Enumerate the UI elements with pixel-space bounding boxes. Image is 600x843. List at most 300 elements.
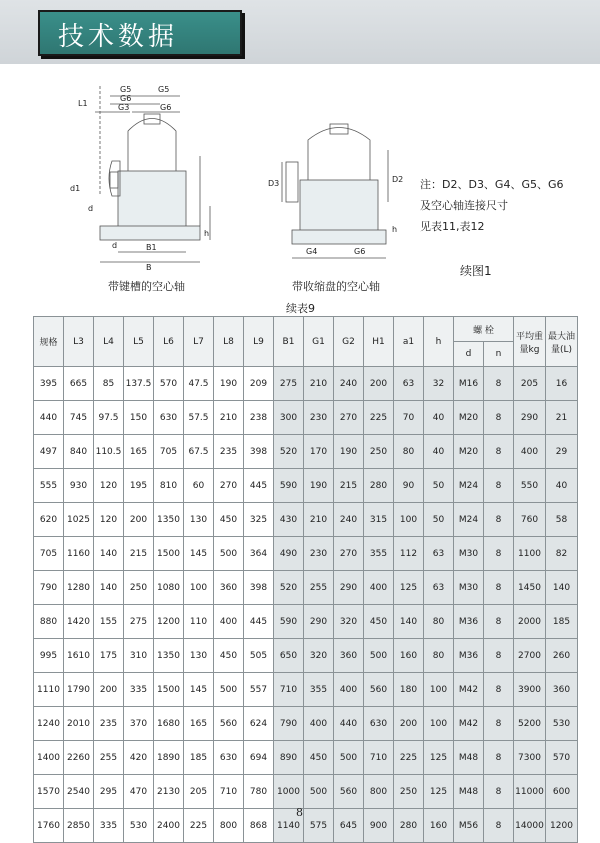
table-cell: 40 bbox=[424, 435, 454, 469]
table-cell: 290 bbox=[304, 605, 334, 639]
header-l5: L5 bbox=[124, 317, 154, 367]
table-cell: 300 bbox=[274, 401, 304, 435]
table-cell: 450 bbox=[364, 605, 394, 639]
table-cell: 470 bbox=[124, 775, 154, 809]
table-cell: 155 bbox=[94, 605, 124, 639]
table-cell: 250 bbox=[394, 775, 424, 809]
table-cell: 210 bbox=[214, 401, 244, 435]
table-cell: 200 bbox=[394, 707, 424, 741]
figure-number: 续图1 bbox=[460, 264, 492, 278]
table-cell: 8 bbox=[484, 605, 514, 639]
table-cell: 195 bbox=[124, 469, 154, 503]
table-cell: 590 bbox=[274, 605, 304, 639]
table-cell: 240 bbox=[334, 503, 364, 537]
table-cell: 100 bbox=[184, 571, 214, 605]
table-cell: 400 bbox=[364, 571, 394, 605]
note-line-3: 见表11,表12 bbox=[420, 220, 485, 233]
table-cell: 620 bbox=[34, 503, 64, 537]
table-cell: 575 bbox=[304, 809, 334, 843]
table-cell: 555 bbox=[34, 469, 64, 503]
table-cell: 310 bbox=[124, 639, 154, 673]
label-d3: D3 bbox=[268, 179, 280, 188]
table-cell: 85 bbox=[94, 367, 124, 401]
table-cell: 140 bbox=[94, 537, 124, 571]
table-cell: 145 bbox=[184, 673, 214, 707]
table-cell: 290 bbox=[514, 401, 546, 435]
table-cell: 705 bbox=[34, 537, 64, 571]
table-cell: 364 bbox=[244, 537, 274, 571]
label-g6-a: G6 bbox=[120, 94, 132, 103]
table-cell: 270 bbox=[214, 469, 244, 503]
table-cell: 63 bbox=[394, 367, 424, 401]
table-cell: 8 bbox=[484, 537, 514, 571]
header-l3: L3 bbox=[64, 317, 94, 367]
table-cell: 8 bbox=[484, 401, 514, 435]
table-cell: 868 bbox=[244, 809, 274, 843]
table-cell: 500 bbox=[214, 673, 244, 707]
table-cell: 125 bbox=[424, 775, 454, 809]
table-row bbox=[34, 571, 578, 605]
table-cell: 420 bbox=[124, 741, 154, 775]
table-cell: 47.5 bbox=[184, 367, 214, 401]
table-cell: 900 bbox=[364, 809, 394, 843]
header-spec: 规格 bbox=[34, 317, 64, 367]
header-l8: L8 bbox=[214, 317, 244, 367]
label-d-b: d bbox=[112, 241, 118, 250]
table-cell: 590 bbox=[274, 469, 304, 503]
table-cell: 335 bbox=[124, 673, 154, 707]
header-g1: G1 bbox=[304, 317, 334, 367]
table-row bbox=[34, 537, 578, 571]
table-cell: 450 bbox=[304, 741, 334, 775]
table-cell: 630 bbox=[364, 707, 394, 741]
table-cell: 665 bbox=[64, 367, 94, 401]
table-cell: 430 bbox=[274, 503, 304, 537]
table-cell: M42 bbox=[454, 707, 484, 741]
table-cell: 500 bbox=[214, 537, 244, 571]
table-cell: 185 bbox=[184, 741, 214, 775]
table-cell: 624 bbox=[244, 707, 274, 741]
table-cell: 1200 bbox=[546, 809, 578, 843]
note-block bbox=[420, 174, 564, 237]
table-cell: 570 bbox=[546, 741, 578, 775]
label-g6-right: G6 bbox=[354, 247, 366, 256]
spec-table bbox=[33, 316, 578, 843]
table-cell: 360 bbox=[546, 673, 578, 707]
table-cell: 360 bbox=[334, 639, 364, 673]
table-cell: 40 bbox=[546, 469, 578, 503]
label-g5-right: G5 bbox=[158, 85, 170, 94]
table-cell: 63 bbox=[424, 571, 454, 605]
table-cell: 3900 bbox=[514, 673, 546, 707]
table-cell: 5200 bbox=[514, 707, 546, 741]
table-row bbox=[34, 639, 578, 673]
table-cell: 320 bbox=[334, 605, 364, 639]
header-g2: G2 bbox=[334, 317, 364, 367]
table-cell: 1000 bbox=[274, 775, 304, 809]
table-cell: 500 bbox=[364, 639, 394, 673]
table-cell: 1790 bbox=[64, 673, 94, 707]
table-cell: 440 bbox=[334, 707, 364, 741]
table-cell: 16 bbox=[546, 367, 578, 401]
table-cell: 497 bbox=[34, 435, 64, 469]
table-cell: 315 bbox=[364, 503, 394, 537]
label-l1: L1 bbox=[78, 99, 88, 108]
table-cell: 710 bbox=[214, 775, 244, 809]
header-h1: H1 bbox=[364, 317, 394, 367]
table-cell: 112 bbox=[394, 537, 424, 571]
table-cell: 57.5 bbox=[184, 401, 214, 435]
table-cell: 8 bbox=[484, 367, 514, 401]
table-cell: 335 bbox=[94, 809, 124, 843]
table-cell: 370 bbox=[124, 707, 154, 741]
table-cell: 1610 bbox=[64, 639, 94, 673]
table-cell: 880 bbox=[34, 605, 64, 639]
table-cell: 250 bbox=[364, 435, 394, 469]
table-cell: 137.5 bbox=[124, 367, 154, 401]
table-cell: 70 bbox=[394, 401, 424, 435]
table-cell: 1080 bbox=[154, 571, 184, 605]
table-cell: M42 bbox=[454, 673, 484, 707]
table-cell: 2010 bbox=[64, 707, 94, 741]
table-cell: 745 bbox=[64, 401, 94, 435]
table-cell: 710 bbox=[364, 741, 394, 775]
table-cell: 230 bbox=[304, 537, 334, 571]
label-g3: G3 bbox=[118, 103, 130, 112]
table-cell: 140 bbox=[394, 605, 424, 639]
table-cell: 1350 bbox=[154, 639, 184, 673]
table-cell: 1350 bbox=[154, 503, 184, 537]
table-cell: 1110 bbox=[34, 673, 64, 707]
hollow-shaft-shrink-disc-drawing bbox=[270, 110, 410, 270]
table-cell: 560 bbox=[364, 673, 394, 707]
table-cell: 630 bbox=[214, 741, 244, 775]
table-cell: 1450 bbox=[514, 571, 546, 605]
table-cell: 8 bbox=[484, 809, 514, 843]
table-cell: 1890 bbox=[154, 741, 184, 775]
table-cell: 1160 bbox=[64, 537, 94, 571]
table-cell: M36 bbox=[454, 605, 484, 639]
table-cell: 200 bbox=[124, 503, 154, 537]
table-cell: 130 bbox=[184, 639, 214, 673]
table-cell: 110.5 bbox=[94, 435, 124, 469]
table-cell: 780 bbox=[244, 775, 274, 809]
table-cell: 11000 bbox=[514, 775, 546, 809]
label-h: h bbox=[204, 229, 210, 238]
note-line-2: 及空心轴连接尺寸 bbox=[420, 199, 508, 212]
table-cell: 270 bbox=[334, 537, 364, 571]
table-cell: M24 bbox=[454, 469, 484, 503]
table-cell: 225 bbox=[394, 741, 424, 775]
table-cell: 1420 bbox=[64, 605, 94, 639]
table-cell: 800 bbox=[214, 809, 244, 843]
table-cell: 175 bbox=[94, 639, 124, 673]
table-cell: 100 bbox=[424, 707, 454, 741]
table-cell: M20 bbox=[454, 435, 484, 469]
table-cell: 630 bbox=[154, 401, 184, 435]
table-title: 续表9 bbox=[286, 302, 315, 315]
table-cell: 235 bbox=[214, 435, 244, 469]
table-cell: 560 bbox=[214, 707, 244, 741]
label-d-a: d bbox=[88, 204, 94, 213]
table-cell: 530 bbox=[546, 707, 578, 741]
header-b1: B1 bbox=[274, 317, 304, 367]
table-cell: 1760 bbox=[34, 809, 64, 843]
table-cell: 125 bbox=[394, 571, 424, 605]
table-cell: 1280 bbox=[64, 571, 94, 605]
table-cell: 255 bbox=[304, 571, 334, 605]
table-cell: 1240 bbox=[34, 707, 64, 741]
table-cell: 200 bbox=[94, 673, 124, 707]
table-cell: 210 bbox=[304, 503, 334, 537]
table-cell: 650 bbox=[274, 639, 304, 673]
table-cell: 140 bbox=[546, 571, 578, 605]
page-number: 8 bbox=[296, 806, 303, 819]
table-cell: 21 bbox=[546, 401, 578, 435]
label-h-right: h bbox=[392, 225, 398, 234]
table-cell: 275 bbox=[274, 367, 304, 401]
table-cell: 325 bbox=[244, 503, 274, 537]
table-cell: 520 bbox=[274, 571, 304, 605]
table-cell: 320 bbox=[304, 639, 334, 673]
table-cell: 705 bbox=[154, 435, 184, 469]
table-cell: 440 bbox=[34, 401, 64, 435]
table-cell: 2000 bbox=[514, 605, 546, 639]
table-cell: 150 bbox=[124, 401, 154, 435]
table-cell: 190 bbox=[214, 367, 244, 401]
table-cell: 120 bbox=[94, 503, 124, 537]
table-cell: 60 bbox=[184, 469, 214, 503]
table-cell: 360 bbox=[214, 571, 244, 605]
table-cell: 760 bbox=[514, 503, 546, 537]
table-row bbox=[34, 741, 578, 775]
table-cell: 50 bbox=[424, 503, 454, 537]
table-cell: 398 bbox=[244, 435, 274, 469]
table-cell: 209 bbox=[244, 367, 274, 401]
table-cell: 550 bbox=[514, 469, 546, 503]
label-g6-b: G6 bbox=[160, 103, 172, 112]
table-cell: 400 bbox=[334, 673, 364, 707]
table-row bbox=[34, 605, 578, 639]
table-cell: 240 bbox=[334, 367, 364, 401]
table-cell: 560 bbox=[334, 775, 364, 809]
table-cell: 1570 bbox=[34, 775, 64, 809]
table-cell: 800 bbox=[364, 775, 394, 809]
table-cell: 280 bbox=[364, 469, 394, 503]
table-cell: 400 bbox=[514, 435, 546, 469]
table-cell: 210 bbox=[304, 367, 334, 401]
table-cell: 445 bbox=[244, 469, 274, 503]
table-cell: 80 bbox=[424, 605, 454, 639]
table-cell: 8 bbox=[484, 469, 514, 503]
header-avg-weight: 平均重量kg bbox=[514, 317, 546, 367]
table-cell: 355 bbox=[304, 673, 334, 707]
table-cell: 8 bbox=[484, 741, 514, 775]
table-cell: 694 bbox=[244, 741, 274, 775]
table-cell: 8 bbox=[484, 571, 514, 605]
table-cell: 8 bbox=[484, 435, 514, 469]
table-cell: 600 bbox=[546, 775, 578, 809]
table-cell: 145 bbox=[184, 537, 214, 571]
table-row bbox=[34, 435, 578, 469]
table-cell: 2130 bbox=[154, 775, 184, 809]
table-row bbox=[34, 775, 578, 809]
table-cell: 100 bbox=[394, 503, 424, 537]
table-cell: M36 bbox=[454, 639, 484, 673]
table-cell: 130 bbox=[184, 503, 214, 537]
table-cell: 2260 bbox=[64, 741, 94, 775]
header-l9: L9 bbox=[244, 317, 274, 367]
header-l6: L6 bbox=[154, 317, 184, 367]
table-cell: 32 bbox=[424, 367, 454, 401]
table-cell: 140 bbox=[94, 571, 124, 605]
table-cell: 238 bbox=[244, 401, 274, 435]
table-cell: 205 bbox=[184, 775, 214, 809]
table-cell: 260 bbox=[546, 639, 578, 673]
table-cell: 80 bbox=[424, 639, 454, 673]
table-cell: 40 bbox=[424, 401, 454, 435]
table-cell: 790 bbox=[274, 707, 304, 741]
table-cell: 930 bbox=[64, 469, 94, 503]
table-cell: 235 bbox=[94, 707, 124, 741]
table-cell: 170 bbox=[304, 435, 334, 469]
table-cell: 97.5 bbox=[94, 401, 124, 435]
table-cell: 490 bbox=[274, 537, 304, 571]
header-bolt-n: n bbox=[484, 342, 514, 367]
table-cell: 8 bbox=[484, 775, 514, 809]
table-cell: 82 bbox=[546, 537, 578, 571]
table-cell: 500 bbox=[304, 775, 334, 809]
table-cell: 200 bbox=[364, 367, 394, 401]
table-cell: 8 bbox=[484, 673, 514, 707]
table-cell: 165 bbox=[124, 435, 154, 469]
page-title: 技术数据 bbox=[58, 22, 179, 52]
table-cell: 230 bbox=[304, 401, 334, 435]
table-cell: 2400 bbox=[154, 809, 184, 843]
header-l4: L4 bbox=[94, 317, 124, 367]
table-cell: 398 bbox=[244, 571, 274, 605]
table-cell: 1500 bbox=[154, 673, 184, 707]
left-figure-caption: 带键槽的空心轴 bbox=[108, 280, 185, 293]
table-cell: 8 bbox=[484, 503, 514, 537]
label-g5-left: G5 bbox=[120, 85, 132, 94]
table-cell: 1400 bbox=[34, 741, 64, 775]
table-cell: 180 bbox=[394, 673, 424, 707]
table-cell: 500 bbox=[334, 741, 364, 775]
table-cell: 275 bbox=[124, 605, 154, 639]
table-cell: 90 bbox=[394, 469, 424, 503]
table-cell: 400 bbox=[214, 605, 244, 639]
table-row bbox=[34, 503, 578, 537]
table-cell: 190 bbox=[334, 435, 364, 469]
table-row bbox=[34, 673, 578, 707]
header-h: h bbox=[424, 317, 454, 367]
table-row bbox=[34, 707, 578, 741]
table-cell: 8 bbox=[484, 639, 514, 673]
header-bolt: 螺 栓 bbox=[454, 317, 514, 342]
table-cell: 450 bbox=[214, 503, 244, 537]
table-cell: 8 bbox=[484, 707, 514, 741]
table-cell: 100 bbox=[424, 673, 454, 707]
table-cell: 355 bbox=[364, 537, 394, 571]
table-cell: M30 bbox=[454, 537, 484, 571]
label-b: B bbox=[146, 263, 152, 272]
table-cell: 1680 bbox=[154, 707, 184, 741]
table-cell: M20 bbox=[454, 401, 484, 435]
table-cell: 185 bbox=[546, 605, 578, 639]
table-cell: 120 bbox=[94, 469, 124, 503]
table-cell: 215 bbox=[334, 469, 364, 503]
table-cell: 890 bbox=[274, 741, 304, 775]
table-cell: 445 bbox=[244, 605, 274, 639]
label-d2: D2 bbox=[392, 175, 404, 184]
table-cell: 840 bbox=[64, 435, 94, 469]
table-cell: 255 bbox=[94, 741, 124, 775]
table-cell: 67.5 bbox=[184, 435, 214, 469]
table-cell: 165 bbox=[184, 707, 214, 741]
table-cell: 450 bbox=[214, 639, 244, 673]
table-cell: 50 bbox=[424, 469, 454, 503]
table-cell: 1025 bbox=[64, 503, 94, 537]
note-line-1: 注：D2、D3、G4、G5、G6 bbox=[420, 178, 564, 191]
table-cell: M56 bbox=[454, 809, 484, 843]
table-cell: 530 bbox=[124, 809, 154, 843]
table-cell: M48 bbox=[454, 741, 484, 775]
table-cell: 645 bbox=[334, 809, 364, 843]
table-cell: 205 bbox=[514, 367, 546, 401]
table-cell: 2700 bbox=[514, 639, 546, 673]
table-cell: 160 bbox=[394, 639, 424, 673]
table-cell: 1140 bbox=[274, 809, 304, 843]
table-cell: 250 bbox=[124, 571, 154, 605]
table-cell: 790 bbox=[34, 571, 64, 605]
table-cell: M30 bbox=[454, 571, 484, 605]
table-cell: 1200 bbox=[154, 605, 184, 639]
table-row bbox=[34, 809, 578, 843]
table-cell: 190 bbox=[304, 469, 334, 503]
label-g4: G4 bbox=[306, 247, 318, 256]
table-cell: 505 bbox=[244, 639, 274, 673]
table-cell: 29 bbox=[546, 435, 578, 469]
header-l7: L7 bbox=[184, 317, 214, 367]
header-bolt-d: d bbox=[454, 342, 484, 367]
table-cell: 995 bbox=[34, 639, 64, 673]
table-cell: 63 bbox=[424, 537, 454, 571]
table-row bbox=[34, 367, 578, 401]
table-cell: 7300 bbox=[514, 741, 546, 775]
table-cell: M48 bbox=[454, 775, 484, 809]
table-cell: 160 bbox=[424, 809, 454, 843]
table-cell: 520 bbox=[274, 435, 304, 469]
table-cell: 270 bbox=[334, 401, 364, 435]
table-cell: M16 bbox=[454, 367, 484, 401]
table-cell: 295 bbox=[94, 775, 124, 809]
right-figure-caption: 带收缩盘的空心轴 bbox=[292, 280, 380, 293]
table-cell: 395 bbox=[34, 367, 64, 401]
table-cell: 2850 bbox=[64, 809, 94, 843]
page-header bbox=[0, 0, 600, 64]
table-cell: 570 bbox=[154, 367, 184, 401]
table-cell: 280 bbox=[394, 809, 424, 843]
table-cell: 1100 bbox=[514, 537, 546, 571]
table-row bbox=[34, 401, 578, 435]
hollow-shaft-keyway-drawing bbox=[70, 76, 220, 276]
table-cell: 125 bbox=[424, 741, 454, 775]
table-cell: 810 bbox=[154, 469, 184, 503]
header-max-oil: 最大油量(L) bbox=[546, 317, 578, 367]
table-cell: 557 bbox=[244, 673, 274, 707]
table-cell: 14000 bbox=[514, 809, 546, 843]
